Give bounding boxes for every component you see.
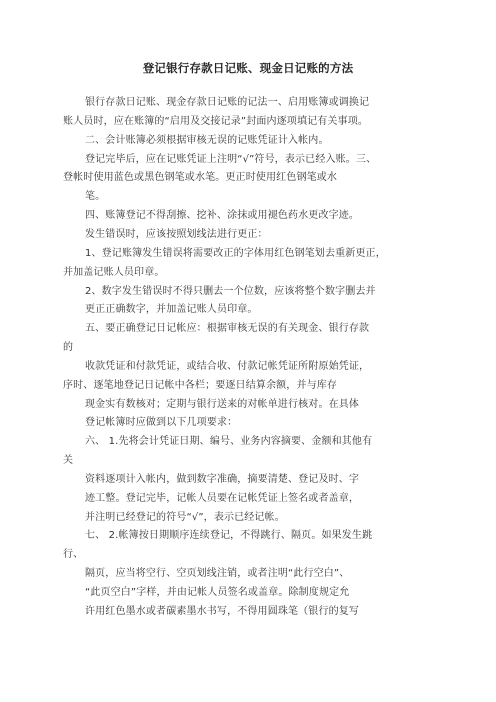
text-line: 登记完毕后，应在记账凭证上注明“√”符号，表示已经入账。三、 [85,154,377,165]
text-line: 现金实有数核对；定期与银行送来的对帐单进行核对。在具体 [85,399,360,410]
text-line: 2、数字发生错误时不得只删去一个位数，应该将整个数字删去并 [85,286,376,297]
text-line: 隔页，应当将空行、空页划线注销，或者注明“此行空白”、 [85,568,350,579]
text-line: 账人员时，应在账簿的“启用及交接记录”封面内逐项填记有关事项。 [63,116,369,127]
text-line: 资料逐项计入帐内，做到数字准确，摘要清楚、登记及时、字 [85,474,360,485]
text-line: 六、 1.先将会计凭证日期、编号、业务内容摘要、金额和其他有 [85,436,373,447]
text-line: 四、账簿登记不得刮擦、挖补、涂抹或用褪色药水更改字迹。 [85,210,360,221]
text-line: 收款凭证和付款凭证，或结合收、付款记帐凭证所附原始凭证， [85,361,370,372]
text-line: 并注明已经登记的符号“√”，表示已经记帐。 [85,512,285,523]
text-line: 更正正确数字，并加盖记账人员印章。 [85,304,258,315]
text-line: 发生错误时，应该按照划线法进行更正： [85,229,268,240]
text-line: 序时、逐笔地登记日记帐中各栏；要逐日结算余额，并与库存 [63,380,338,391]
text-line: 登帐时使用蓝色或黑色钢笔或水笔。更正时使用红色钢笔或水 [63,172,338,183]
text-line: 二、会计账簿必须根据审核无误的记账凭证计入帐内。 [85,135,329,146]
text-line: 五、要正确登记日记帐应：根据审核无误的有关现金、银行存款 [85,323,370,334]
text-line: 并加盖记账人员印章。 [63,267,165,278]
text-line: 1、登记账簿发生错误将需要改正的字体用红色钢笔划去重新更正， [85,248,386,259]
text-line: 关 [63,455,74,466]
document-title: 登记银行存款日记账、现金日记账的方法 [142,61,354,75]
text-line: 的 [63,342,74,353]
text-line: 银行存款日记账、现金存款日记账的记法一、启用账簿或调换记 [85,97,370,108]
text-line: 登记帐簿时应做到以下几项要求： [85,417,238,428]
text-line: 七、 2.帐簿按日期顺序连续登记，不得跳行、隔页。如果发生跳 [85,530,373,541]
text-line: 许用红色墨水或者碳素墨水书写，不得用圆珠笔（银行的复写 [85,606,360,617]
text-line: 笔。 [85,191,106,202]
text-line: 行、 [63,549,84,560]
text-line: “此页空白”字样，并由记帐人员签名或盖章。除制度规定允 [85,587,350,598]
text-line: 迹工整。登记完毕，记帐人员要在记帐凭证上签名或者盖章， [85,493,360,504]
